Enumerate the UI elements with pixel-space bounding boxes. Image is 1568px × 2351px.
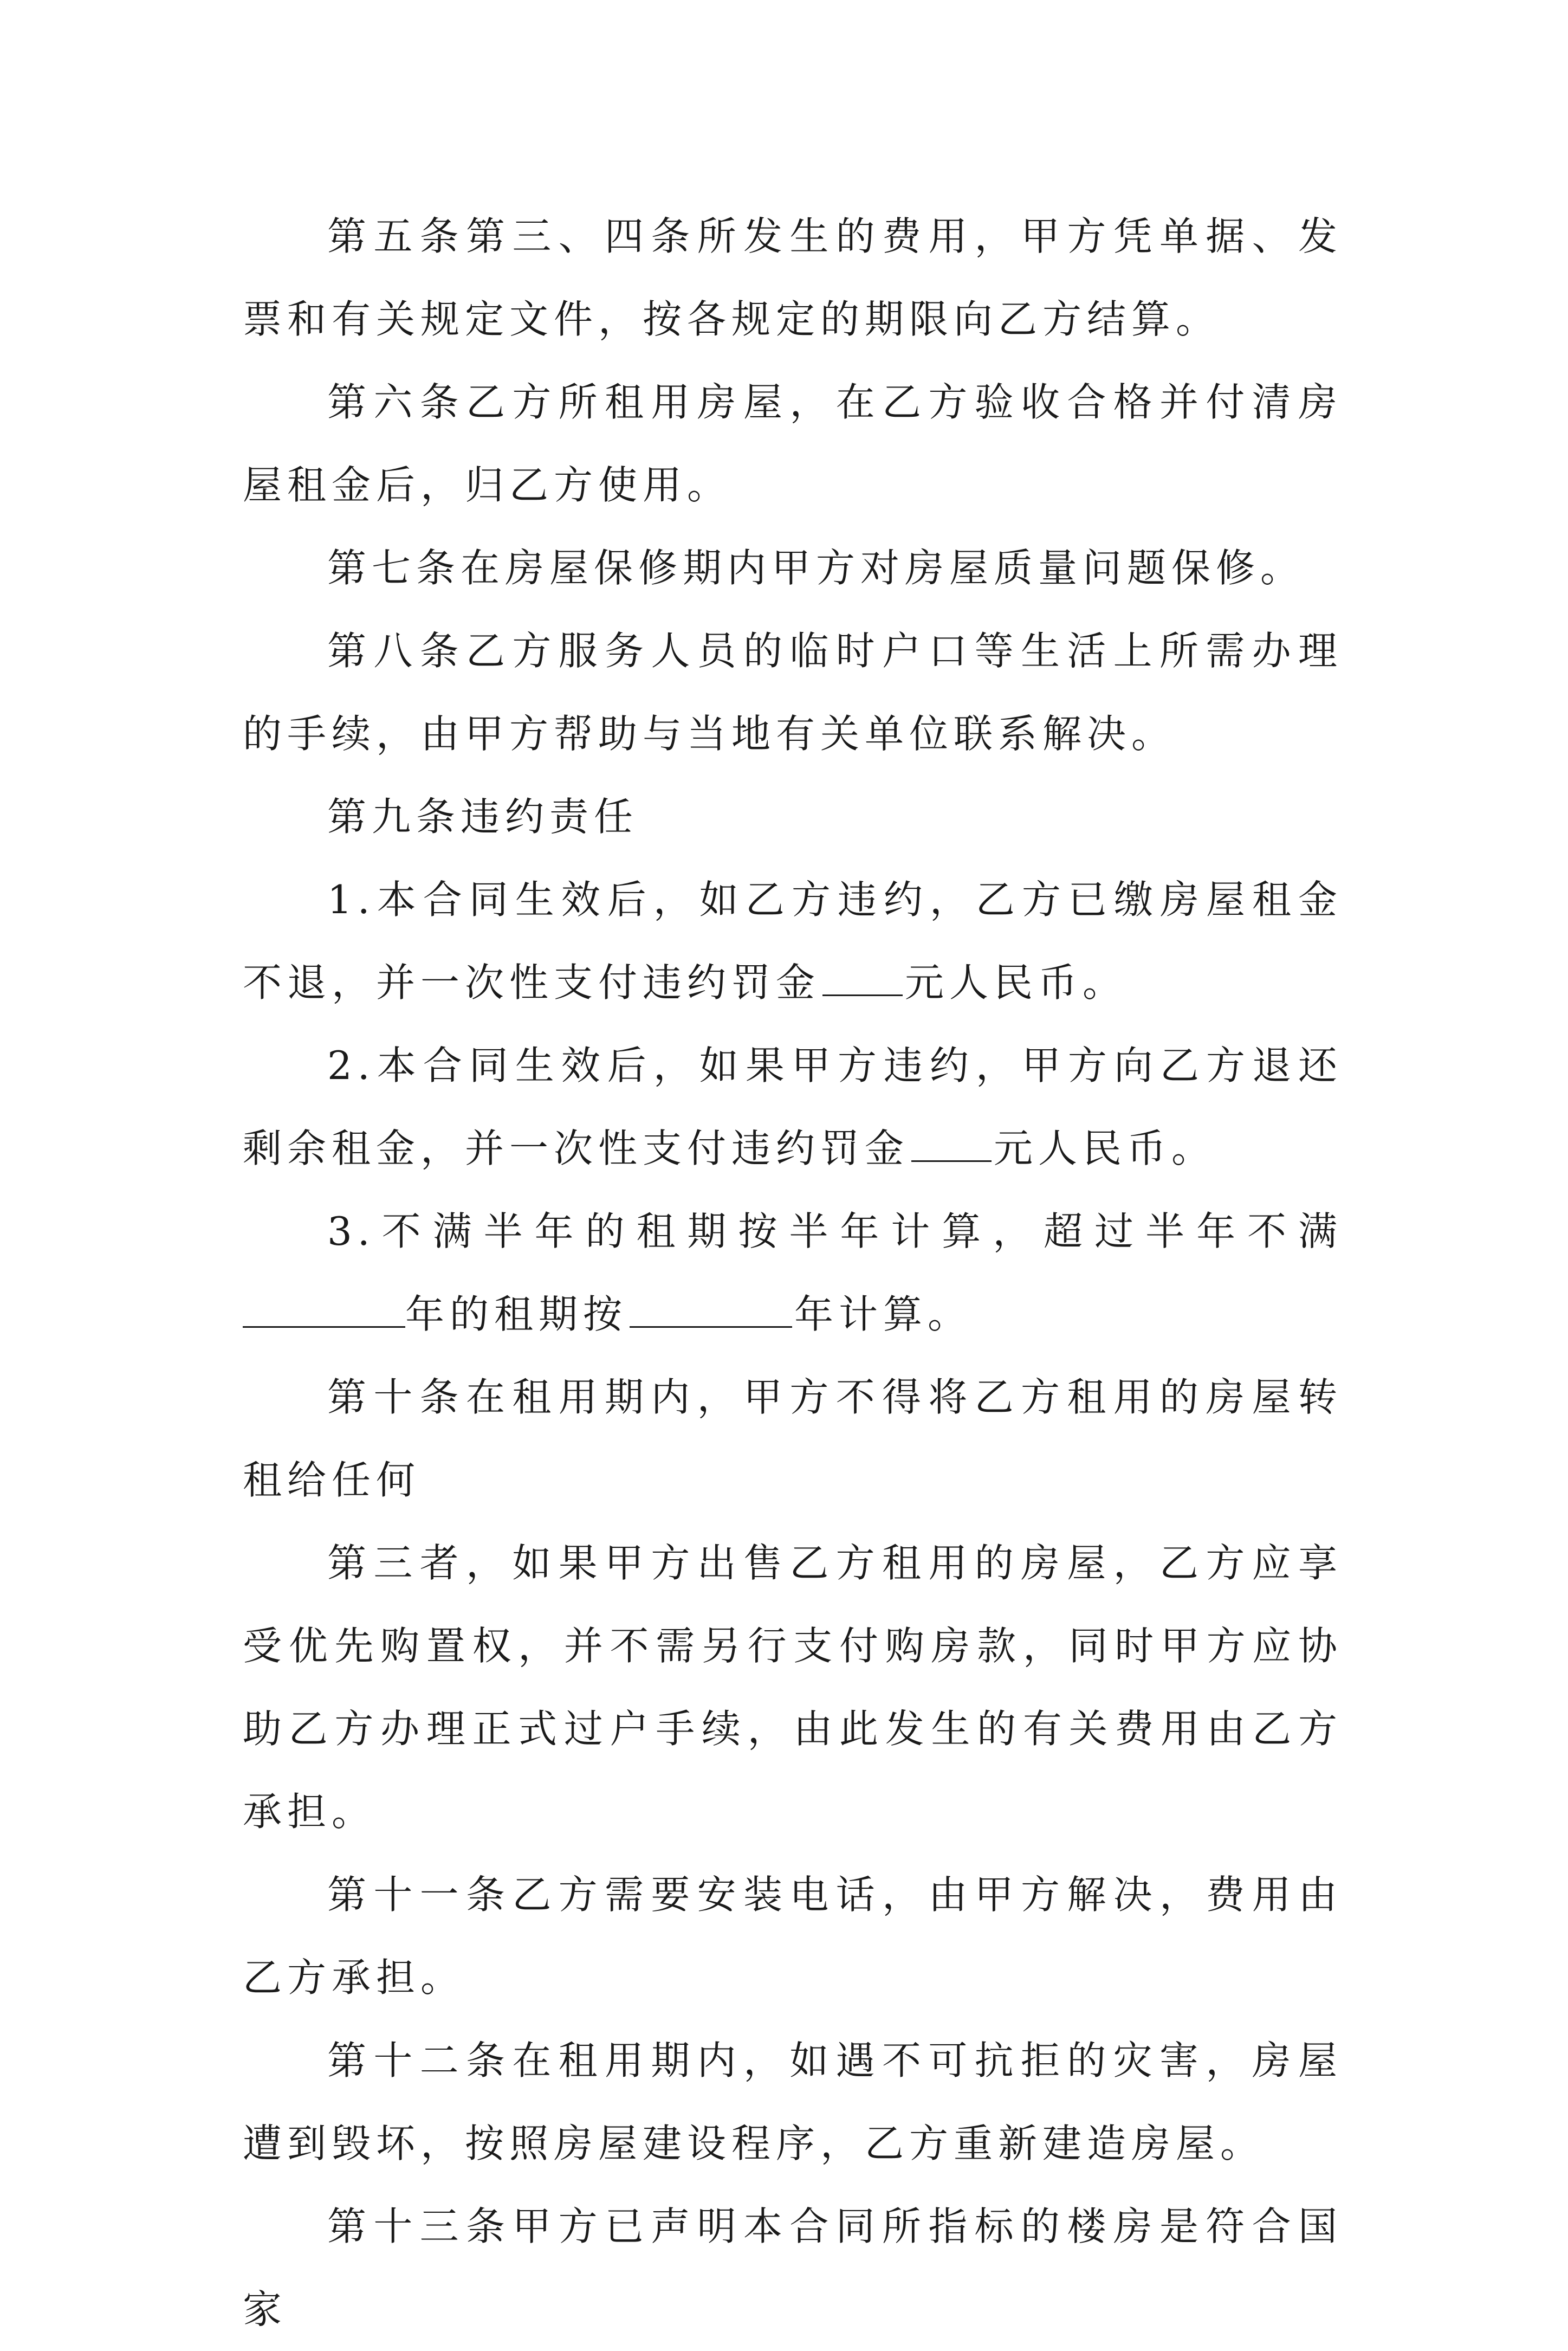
clause-6: 第六条乙方所租用房屋，在乙方验收合格并付清房屋租金后，归乙方使用。 bbox=[243, 379, 1343, 508]
clause-10-continued: 第三者，如果甲方出售乙方租用的房屋，乙方应享受优先购置权，并不需另行支付购房款，同时甲方应协助乙方办理正式过户手续，由此发生的有关费用由乙方承担。 bbox=[243, 1540, 1343, 1835]
penalty-amount-blank bbox=[822, 959, 903, 996]
term-calc-blank bbox=[630, 1290, 792, 1328]
penalty-amount-blank bbox=[911, 1125, 992, 1162]
clause-8: 第八条乙方服务人员的临时户口等生活上所需办理的手续，由甲方帮助与当地有关单位联系解决。 bbox=[243, 628, 1343, 757]
clause-10: 第十条在租用期内，甲方不得将乙方租用的房屋转租给任何 bbox=[243, 1374, 1343, 1503]
clause-9-item-3-text: 3.不满半年的租期按半年计算，超过半年不满 bbox=[327, 1209, 1343, 1254]
term-years-blank bbox=[243, 1290, 405, 1328]
clause-9-item-1 bbox=[243, 858, 1343, 1024]
clause-9-item-1-text: 1.本合同生效后，如乙方违约，乙方已缴房屋租金不退，并一次性支付违约罚金 bbox=[243, 877, 1343, 1005]
clause-12: 第十二条在租用期内，如遇不可抗拒的灾害，房屋遭到毁坏，按照房屋建设程序，乙方重新建造房屋。 bbox=[243, 2038, 1343, 2166]
clause-9-item-2-text: 2.本合同生效后，如果甲方违约，甲方向乙方退还剩余租金，并一次性支付违约罚金 bbox=[243, 1043, 1343, 1171]
clause-7: 第七条在房屋保修期内甲方对房屋质量问题保修。 bbox=[327, 545, 1305, 591]
clause-9-item-1-tail: 元人民币。 bbox=[905, 960, 1128, 1005]
contract-body bbox=[243, 195, 1343, 2351]
clause-11: 第十一条乙方需要安装电话，由甲方解决，费用由乙方承担。 bbox=[243, 1872, 1343, 2000]
clause-9-item-3 bbox=[243, 1190, 1343, 1356]
clause-9-item-3-tail: 年计算。 bbox=[794, 1291, 973, 1337]
clause-9-item-3-middle: 年的租期按 bbox=[405, 1291, 628, 1337]
clause-5: 第五条第三、四条所发生的费用，甲方凭单据、发票和有关规定文件，按各规定的期限向乙方结算。 bbox=[243, 214, 1343, 342]
clause-9-item-2-tail: 元人民币。 bbox=[994, 1126, 1216, 1171]
clause-9-item-2 bbox=[243, 1024, 1343, 1190]
clause-13: 第十三条甲方已声明本合同所指标的楼房是符合国家 bbox=[243, 2204, 1343, 2332]
clause-9-heading: 第九条违约责任 bbox=[327, 794, 639, 839]
